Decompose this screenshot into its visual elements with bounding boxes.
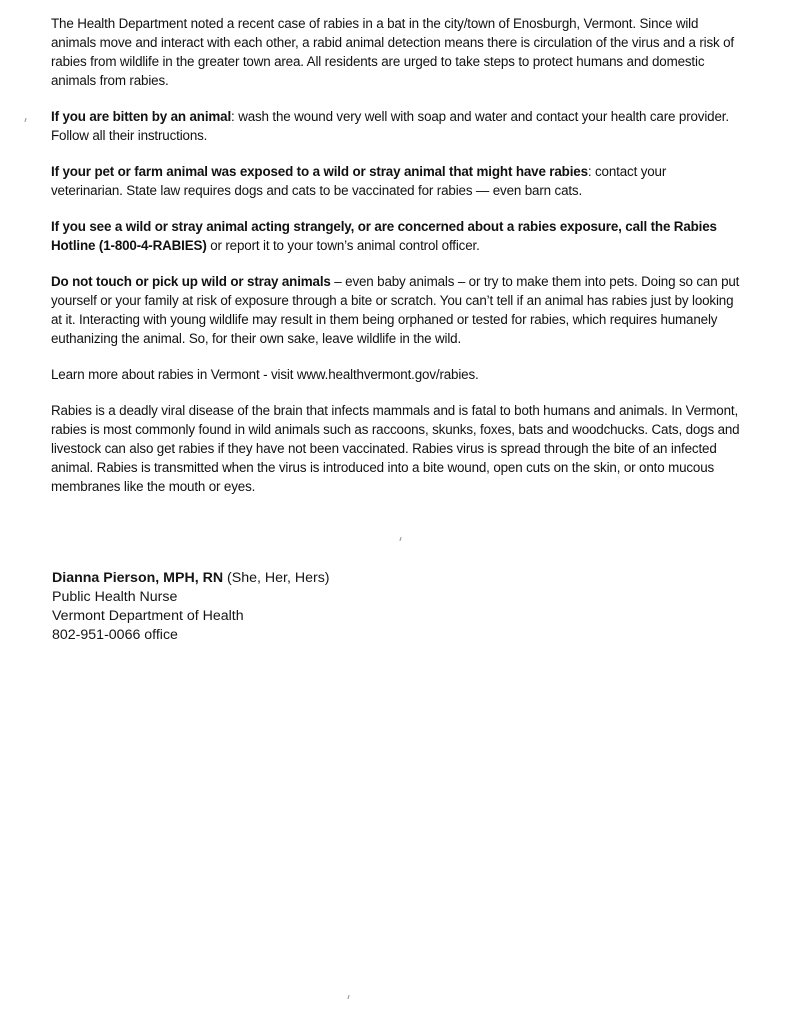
signature-organization: Vermont Department of Health bbox=[52, 608, 244, 624]
strange-animal-paragraph bbox=[51, 217, 741, 255]
strange-animal-heading: If you see a wild or stray animal acting strangely, or are concerned about a rabies exposure, call the Rabies Hotline (1-800-4-RABIES) bbox=[51, 219, 717, 253]
strange-animal-text: or report it to your town’s animal control officer. bbox=[206, 238, 480, 253]
bite-advice-heading: If you are bitten by an animal bbox=[51, 109, 232, 124]
signature-name: Dianna Pierson, MPH, RN bbox=[52, 570, 224, 586]
learn-more-paragraph: Learn more about rabies in Vermont - visit www.healthvermont.gov/rabies. bbox=[51, 367, 479, 382]
pet-exposure-heading: If your pet or farm animal was exposed to a wild or stray animal that might have rabies bbox=[51, 164, 588, 179]
bite-advice-paragraph bbox=[51, 107, 741, 145]
signature-phone: 802-951-0066 office bbox=[52, 627, 178, 643]
pet-exposure-text: : contact your veterinarian. State law requires dogs and cats to be vaccinated for rabies — even barn cats. bbox=[51, 164, 667, 198]
do-not-touch-heading: Do not touch or pick up wild or stray animals bbox=[51, 274, 331, 289]
signature-block bbox=[52, 569, 472, 645]
bite-advice-text: : wash the wound very well with soap and water and contact your health care provider. Follow all their instructions. bbox=[51, 109, 729, 143]
scan-speck bbox=[24, 118, 26, 122]
do-not-touch-paragraph bbox=[51, 272, 741, 348]
pet-exposure-paragraph bbox=[51, 162, 741, 200]
do-not-touch-text: – even baby animals – or try to make them into pets. Doing so can put yourself or your family at risk of exposure through a bite or scratch. You can’t tell if an animal has rabies just by looking at it. Interacting with young wildlife may result in them being orphaned or tested for rabies, which requires humanely euthanizing the animal. So, for their own sake, leave wildlife in the wild. bbox=[51, 274, 740, 346]
scan-speck bbox=[347, 995, 349, 999]
disease-info-paragraph: Rabies is a deadly viral disease of the brain that infects mammals and is fatal to both humans and animals. In Vermont, rabies is most commonly found in wild animals such as raccoons, skunks, foxes, bats and woodchucks. Cats, dogs and livestock can also get rabies if they have not been vaccinated. Rabies virus is spread through the bite of an infected animal. Rabies is transmitted when the virus is introduced into a bite wound, open cuts on the skin, or onto mucous membranes like the mouth or eyes. bbox=[51, 403, 740, 494]
signature-name-line bbox=[52, 569, 472, 588]
scan-speck bbox=[399, 537, 401, 541]
signature-pronouns: (She, Her, Hers) bbox=[223, 570, 330, 586]
rabies-notice bbox=[51, 14, 741, 513]
signature-title: Public Health Nurse bbox=[52, 589, 178, 605]
intro-paragraph: The Health Department noted a recent case of rabies in a bat in the city/town of Enosburgh, Vermont. Since wild animals move and interact with each other, a rabid animal detection means there is circulation of the virus and a risk of rabies from wildlife in the greater town area. All residents are urged to take steps to protect humans and domestic animals from rabies. bbox=[51, 16, 734, 88]
